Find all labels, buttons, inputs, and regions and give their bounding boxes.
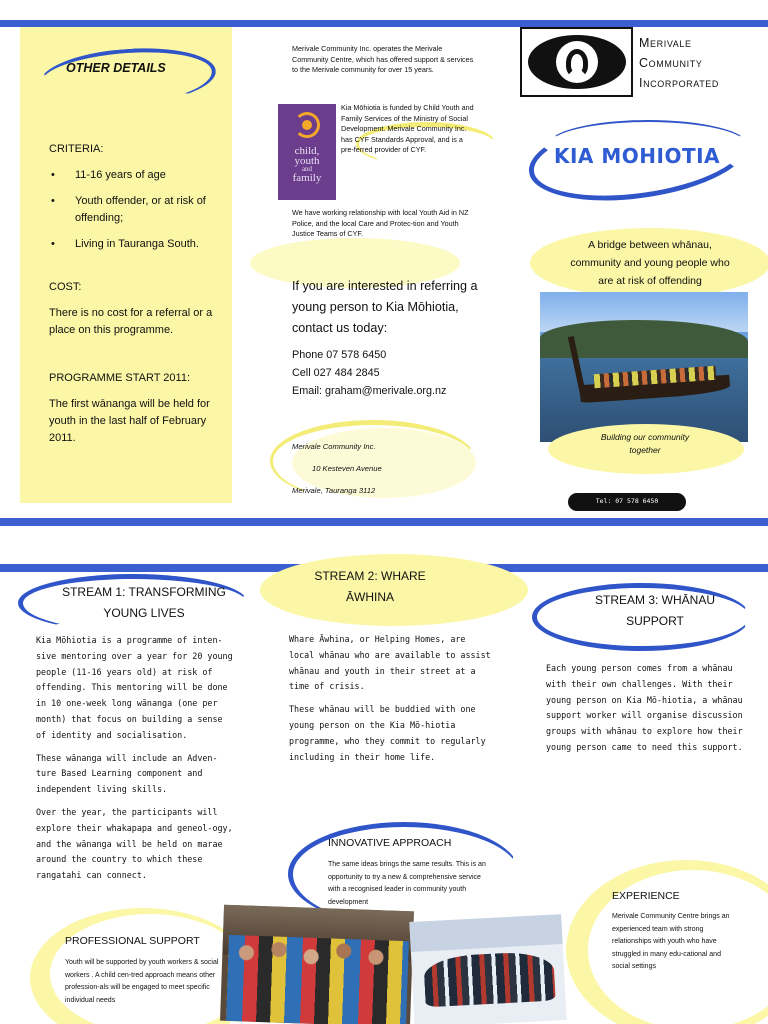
cyf-logo-word: and [301,165,313,173]
cyf-logo-text [278,146,336,183]
tel-text: Tel: 07 578 6450 [595,497,659,505]
group-photo-snow [409,914,566,1024]
experience-text: Merivale Community Centre brings an experienced team with strong relationships with youth who have struggled in many edu-cational and social settings [612,913,730,970]
criteria-list [49,167,224,253]
address-line: 10 Kesteven Avenue [312,464,382,473]
other-details-panel [20,27,232,503]
heading-swoosh [38,43,217,111]
stream3-title: STREAM 3: WHĀNAU SUPPORT [594,593,715,628]
cyf-logo-word: youth [294,155,320,167]
snow-people [423,951,555,1008]
other-details-heading: OTHER DETAILS [66,61,166,75]
professional-title: PROFESSIONAL SUPPORT [65,935,200,947]
cost-label: COST: [49,281,82,293]
funding-text: Kia Mōhiotia is funded by Child Youth and Family Services of the Ministry of Social Development. Merivale Community Inc. has CYF Standards Approval, and is a pre-ferred provider of CYF. [341,103,474,154]
stream2-paragraph: These whānau will be buddied with one young person on the Kia Mō-hiotia programme, who they commit to regularly including in their home life. [289,704,486,762]
cost-section [49,279,224,339]
org-name-line: Merivale [639,36,692,50]
cta-text: If you are interested in referring a young person to Kia Mōhiotia, contact us today: [292,279,478,335]
professional-text: Youth will be supported by youth workers & social workers . A child cen-tred approach means other profession-als will be engaged to meet specific individual needs [65,959,219,1004]
start-label: PROGRAMME START 2011: [49,372,191,384]
stream3-paragraph: Each young person comes from a whānau with their own challenges. With their young person on Kia Mō-hiotia, a whānau support worker will organise discussion groups with whānau to explore how their young person came to need this support. [546,663,743,752]
criteria-label: CRITERIA: [49,143,104,155]
top-band [0,20,768,27]
cyf-logo-dot-icon [302,120,312,130]
stream1-body [36,633,236,884]
criteria-section [49,141,224,262]
criteria-item: • Living in Tauranga South. [49,236,224,253]
experience-title: EXPERIENCE [612,890,680,902]
start-section [49,370,224,447]
criteria-item: • Youth offender, or at risk of offending; [49,193,224,227]
kia-mohiotia-title: KIA MOHIOTIA [553,144,721,168]
address-block [292,436,492,502]
group-photo-indoor [220,905,414,1024]
stream3-body [546,661,756,756]
org-name [639,33,719,93]
phone-text: Phone 07 578 6450 [292,349,387,361]
stream2-title: STREAM 2: WHARE ĀWHINA [314,569,426,604]
cyf-logo-word: family [292,172,322,184]
stream1-paragraph: Over the year, the participants will explore their whakapapa and geneol-ogy, and the wānanga will be held on marae around the country to which these rangatahi can connect. [36,806,233,881]
cell-text: Cell 027 484 2845 [292,367,380,379]
tagline-text: A bridge between whānau, community and young people who are at risk of offending [570,239,730,287]
stream2-paragraph: Whare Āwhina, or Helping Homes, are local whānau who are available to assist whānau and youth in their street at a time of crisis. [289,634,491,692]
logo-spiral-icon [566,49,588,77]
org-name-line: Incorporated [639,76,720,90]
innovative-text: The same ideas brings the same results. This is an opportunity to try a new & comprehensive service with a recognised leader in community youth development [328,861,486,906]
innovative-title: INNOVATIVE APPROACH [328,837,452,849]
stream1-title: STREAM 1: TRANSFORMING YOUNG LIVES [62,585,226,620]
mid-band-upper [0,518,768,526]
photo-people [226,935,409,1024]
org-name-line: Community [639,56,703,70]
waka-photo [540,292,748,442]
contact-block [292,346,492,400]
photo-caption: Building our community together [600,432,690,455]
intro-text: Merivale Community Inc. operates the Merivale Community Centre, which has offered support & services to the Merivale community for over 15 years. [292,44,474,74]
address-line: Merivale Community Inc. [292,442,376,451]
criteria-item: • 11-16 years of age [49,167,224,184]
merivale-logo [520,27,633,97]
cyf-logo-word: child, [294,145,320,157]
stream1-paragraph: These wānanga will include an Adven-ture Based Learning component and independent living skills. [36,752,218,795]
start-text: The first wānanga will be held for youth in the last half of February 2011. [49,398,210,444]
stream1-paragraph: Kia Mōhiotia is a programme of inten-sive mentoring over a year for 20 young people (11-16 years old) at risk of offending. This mentoring will be done in 10 one-week long wānanga (one per month) that focus on building a sense of identity and socialisation. [36,635,233,740]
relationships-text: We have working relationship with local Youth Aid in NZ Police, and the local Care and Protec-tion and Youth Justice Teams of CYF. [292,208,469,238]
address-line: Merivale, Tauranga 3112 [292,486,376,495]
cost-text: There is no cost for a referral or a place on this programme. [49,307,213,336]
email-text: Email: graham@merivale.org.nz [292,385,447,397]
stream2-body [289,632,494,765]
cyf-logo [278,104,336,200]
